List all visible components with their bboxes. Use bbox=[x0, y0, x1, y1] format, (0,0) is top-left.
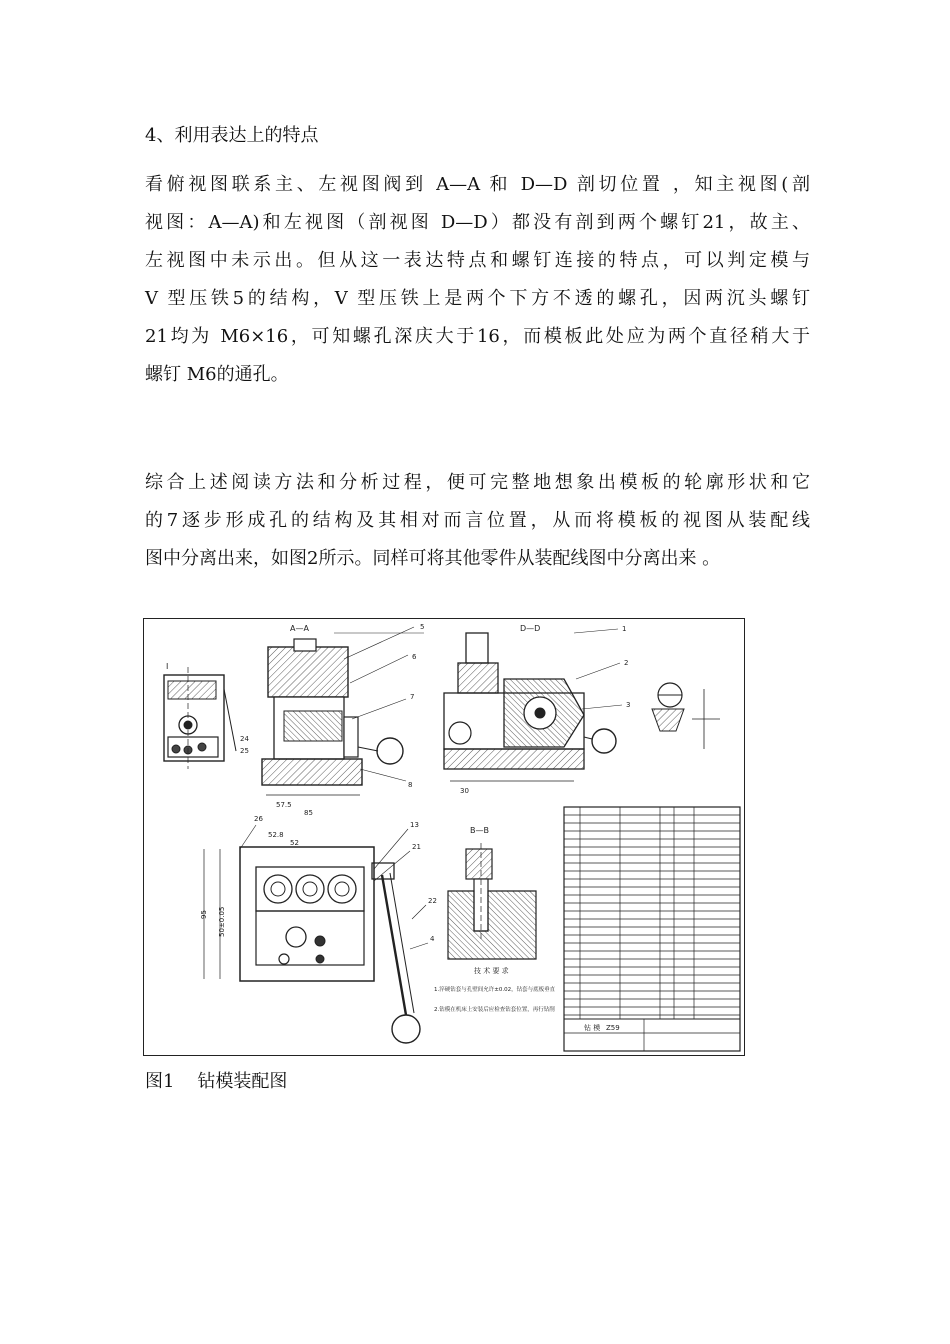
part-number: 24 bbox=[240, 735, 249, 743]
paragraph-line: 视图：A—A)和左视图（剖视图 D—D）都没有剖到两个螺钉21，故主、 bbox=[145, 212, 810, 233]
parts-list bbox=[564, 807, 740, 1051]
part-number: 13 bbox=[410, 821, 419, 829]
top-view bbox=[200, 815, 437, 1043]
dimension: 95 bbox=[200, 910, 208, 919]
note-line: 1.淬硬钻套与孔壁间允许±0.02，钻套与底板垂直 bbox=[434, 987, 556, 993]
dimension: 52.8 bbox=[268, 831, 284, 839]
figure-caption: 图1 钻模装配图 bbox=[145, 1071, 288, 1092]
section-label: D—D bbox=[520, 624, 541, 633]
note-line: 2.钻模在机床上安装后应检查钻套位置，再行钻削 bbox=[434, 1007, 555, 1013]
dimension: 52 bbox=[290, 839, 299, 847]
section-b-view bbox=[448, 826, 536, 959]
detail-view bbox=[652, 683, 720, 749]
paragraph-line: 21均为 M6×16，可知螺孔深庆大于16，而模板此处应为两个直径稍大于 bbox=[145, 326, 810, 347]
part-number: 26 bbox=[254, 815, 263, 823]
paragraph-line: 螺钉 M6的通孔。 bbox=[145, 364, 289, 385]
section-label: B—B bbox=[470, 826, 489, 835]
part-number: 21 bbox=[412, 843, 421, 851]
part-number: 4 bbox=[430, 935, 435, 943]
part-number: 1 bbox=[622, 625, 627, 633]
paragraph-line: 的7逐步形成孔的结构及其相对而言位置，从而将模板的视图从装配线 bbox=[145, 510, 810, 531]
part-number: 6 bbox=[412, 653, 417, 661]
assembly-drawing-figure bbox=[143, 618, 745, 1056]
dimension: 50±0.05 bbox=[218, 906, 226, 937]
left-section-view bbox=[444, 624, 630, 795]
part-number: 25 bbox=[240, 747, 249, 755]
paragraph-line: V 型压铁5的结构，V 型压铁上是两个下方不透的螺孔，因两沉头螺钉 bbox=[145, 288, 810, 309]
part-number: 2 bbox=[624, 659, 629, 667]
assembly-drawing bbox=[144, 619, 744, 1055]
section-heading: 4、利用表达上的特点 bbox=[145, 125, 319, 146]
dimension: 30 bbox=[460, 787, 469, 795]
dimension: 57.5 bbox=[276, 801, 292, 809]
paragraph-1 bbox=[145, 166, 810, 394]
technical-notes bbox=[434, 966, 556, 1013]
view-label: I bbox=[166, 662, 169, 671]
notes-title: 技 术 要 求 bbox=[474, 967, 509, 975]
part-number: 5 bbox=[420, 623, 425, 631]
section-label: A—A bbox=[290, 624, 309, 633]
front-section-view bbox=[262, 623, 424, 817]
title-block-name: 钻 模 bbox=[584, 1024, 601, 1032]
paragraph-2 bbox=[145, 464, 810, 578]
part-number: 7 bbox=[410, 693, 415, 701]
part-number: 8 bbox=[408, 781, 413, 789]
part-number: 3 bbox=[626, 701, 631, 709]
dimension: 85 bbox=[304, 809, 313, 817]
paragraph-line: 综合上述阅读方法和分析过程，便可完整地想象出模板的轮廓形状和它 bbox=[145, 472, 810, 493]
part-number: 22 bbox=[428, 897, 437, 905]
paragraph-line: 看俯视图联系主、左视图阀到 A—A 和 D—D 剖切位置 ，知主视图(剖 bbox=[145, 174, 810, 195]
paragraph-line: 左视图中未示出。但从这一表达特点和螺钉连接的特点，可以判定模与 bbox=[145, 250, 810, 271]
view-i bbox=[164, 662, 249, 769]
paragraph-line: 图中分离出来，如图2所示。同样可将其他零件从装配线图中分离出来 。 bbox=[145, 548, 721, 569]
title-block-code: Z59 bbox=[606, 1024, 620, 1032]
